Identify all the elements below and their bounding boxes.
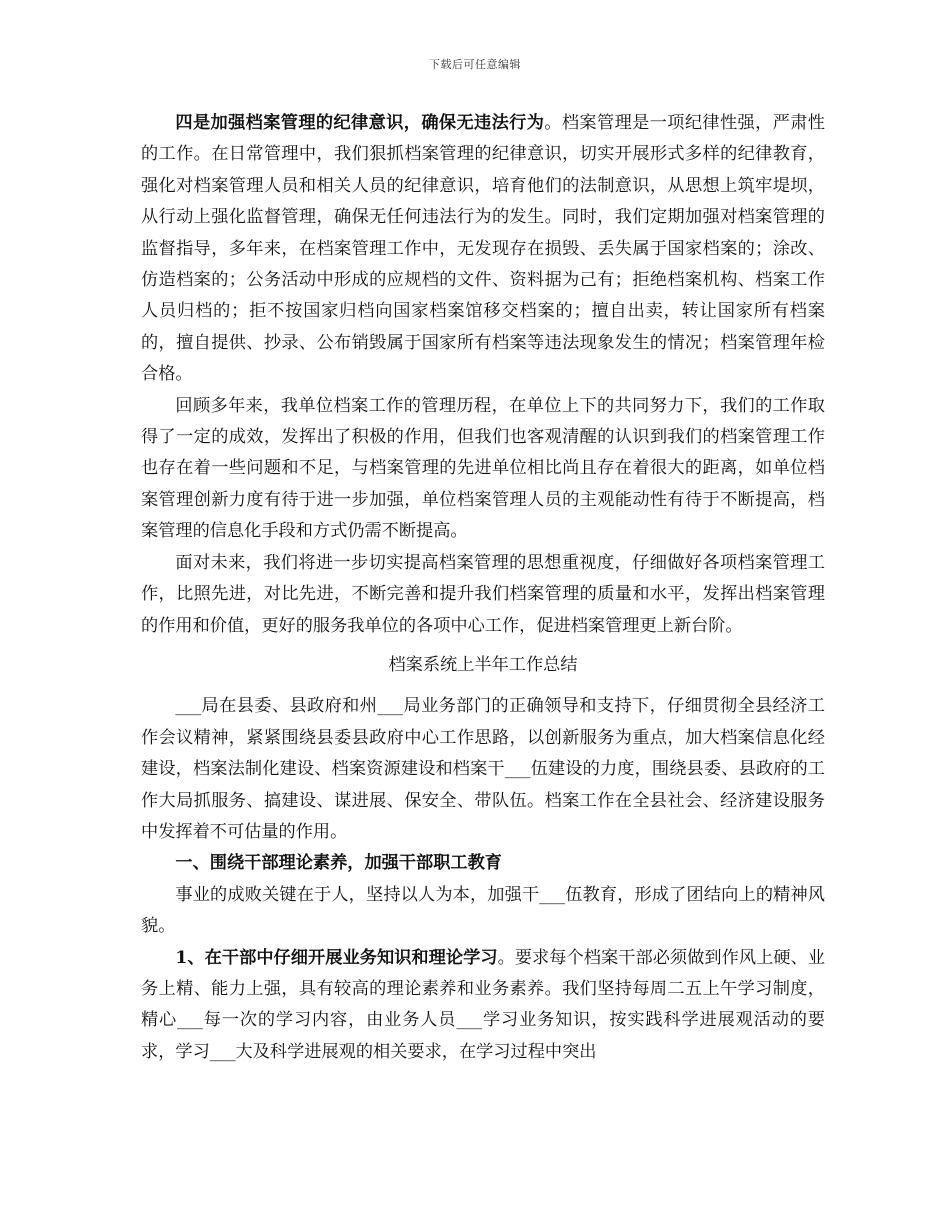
document-body [141,108,825,1068]
page-header: 下载后可任意编辑 [429,58,521,71]
section-heading: 一、围绕干部理论素养，加强干部职工教育 [175,853,502,874]
paragraph-lead-bold: 1、在干部中仔细开展业务知识和理论学习 [175,947,498,968]
document-title: 档案系统上半年工作总结 [388,654,578,675]
paragraph-lead-bold: 四是加强档案管理的纪律意识，确保无违法行为 [175,113,545,133]
paragraph-intro: ___局在县委、县政府和州___局业务部门的正确领导和支持下，仔细贯彻全县经济工作会议精神，紧紧围绕县委县政府中心工作思路，以创新服务为重点，加大档案信息化经建设，档案法制化建设、档案资源建设和档案干___伍建设的力度，围绕县委、县政府的工作大局抓服务、搞建设、谋进展、保安全、带队伍。档案工作在全县社会、经济建设服务中发挥着不可估量的作用。 [141,696,825,842]
paragraph-text: 。档案管理是一项纪律性强，严肃性的工作。在日常管理中，我们狠抓档案管理的纪律意识，切实开展形式多样的纪律教育，强化对档案管理人员和相关人员的纪律意识，培育他们的法制意识，从思想上筑牢堤坝，从行动上强化监督管理，确保无任何违法行为的发生。同时，我们定期加强对档案管理的监督指导，多年来，在档案管理工作中，无发现存在损毁、丢失属于国家档案的；涂改、仿造档案的；公务活动中形成的应规档的文件、资料据为己有；拒绝档案机构、档案工作人员归档的；拒不按国家归档向国家档案馆移交档案的；擅自出卖，转让国家所有档案的，擅自提供、抄录、公布销毁属于国家所有档案等违法现象发生的情况；档案管理年检合格。 [141,113,825,385]
paragraph-future: 面对未来，我们将进一步切实提高档案管理的思想重视度，仔细做好各项档案管理工作，比照先进，对比先进，不断完善和提升我们档案管理的质量和水平，发挥出档案管理的作用和价值，更好的服务我单位的各项中心工作，促进档案管理更上新台阶。 [141,552,825,636]
paragraph-people: 事业的成败关键在于人，坚持以人为本，加强干___伍教育，形成了团结向上的精神风貌。 [141,884,825,937]
paragraph-review: 回顾多年来，我单位档案工作的管理历程，在单位上下的共同努力下，我们的工作取得了一定的成效，发挥出了积极的作用，但我们也客观清醒的认识到我们的档案管理工作也存在着一些问题和不足，与档案管理的先进单位相比尚且存在着很大的距离，如单位档案管理创新力度有待于进一步加强，单位档案管理人员的主观能动性有待于不断提高，档案管理的信息化手段和方式仍需不断提高。 [141,395,825,542]
paragraph-study [141,943,825,1069]
paragraph-text: 。要求每个档案干部必须做到作风上硬、业务上精、能力上强，具有较高的理论素养和业务素养。我们坚持每周二五上午学习制度，精心___每一次的学习内容，由业务人员___学习业务知识，按实践科学进展观活动的要求，学习___大及科学进展观的相关要求，在学习过程中突出 [141,947,825,1062]
paragraph-discipline [141,108,825,391]
